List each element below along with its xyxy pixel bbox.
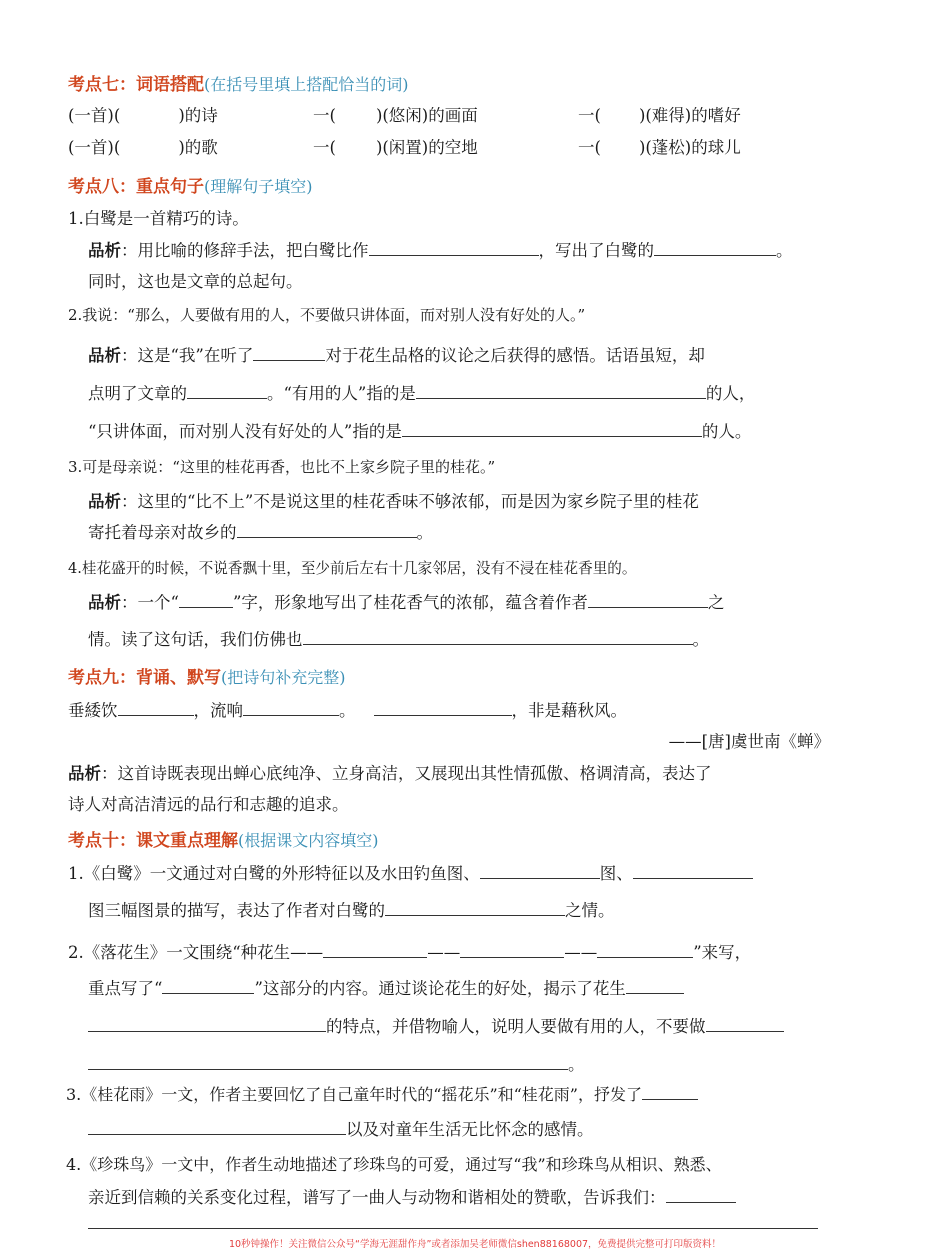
s9-analysis-line2: 诗人对高洁清远的品行和志趣的追求。 — [68, 795, 349, 814]
s8-q2-line3: “只讲体面，而对别人没有好处的人”指的是 的人。 — [88, 422, 752, 441]
s7-row2-a: (一首)( )的歌 — [68, 138, 218, 157]
s10-q2: 2.《落花生》一文围绕“种花生—— —— —— ”来写， — [68, 943, 752, 962]
s10-q1: 1.《白鹭》一文通过对白鹭的外形特征以及水田钓鱼图、 图、 — [68, 860, 753, 884]
s10-q4: 4.《珍珠鸟》一文中，作者生动地描述了珍珠鸟的可爱，通过写“我”和珍珠鸟从相识、熟悉、 — [66, 1155, 722, 1174]
s10-q3-line2: 以及对童年生活无比怀念的感情。 — [88, 1116, 594, 1140]
s7-row2-b: 一( )(闲置)的空地 — [313, 138, 478, 157]
section-7-hint: (在括号里填上搭配恰当的词) — [204, 75, 409, 94]
s10-q3: 3.《桂花雨》一文，作者主要回忆了自己童年时代的“摇花乐”和“桂花雨”，抒发了 — [66, 1082, 698, 1105]
s10-q2-line4: 。 — [88, 1051, 585, 1075]
s9-poem-source: ——[唐]虞世南《蝉》 — [668, 732, 830, 751]
s8-q4-line2: 情。读了这句话，我们仿佛也 。 — [88, 630, 709, 649]
s10-q2-line2: 重点写了“ ”这部分的内容。通过谈论花生的好处，揭示了花生 — [88, 975, 684, 999]
s8-q3-analysis: 品析：这里的“比不上”不是说这里的桂花香味不够浓郁，而是因为家乡院子里的桂花 — [88, 492, 699, 511]
section-9-title: 考点九：背诵、默写(把诗句补充完整) — [68, 668, 346, 688]
s9-poem-line: 垂緌饮 ，流响 。 ，非是藉秋风。 — [68, 701, 627, 720]
s7-row1-a: (一首)( )的诗 — [68, 106, 218, 125]
section-7-heading: 考点七：词语搭配 — [68, 75, 204, 95]
s10-q4-line2: 亲近到信赖的关系变化过程，谱写了一曲人与动物和谐相处的赞歌，告诉我们： — [88, 1184, 736, 1208]
s8-q2-analysis: 品析：这是“我”在听了 对于花生品格的议论之后获得的感悟。话语虽短，却 — [88, 346, 705, 365]
s8-q1-line2: 同时，这也是文章的总起句。 — [88, 272, 303, 291]
s8-q1-analysis: 品析：用比喻的修辞手法，把白鹭比作 ，写出了白鹭的 。 — [88, 241, 793, 260]
s7-row2-c: 一( )(蓬松)的球儿 — [578, 138, 741, 157]
section-10-title: 考点十：课文重点理解(根据课文内容填空) — [68, 831, 379, 851]
s8-q2-text: 2.我说：“那么，人要做有用的人，不要做只讲体面，而对别人没有好处的人。” — [68, 306, 586, 324]
s7-row1-c: 一( )(难得)的嗜好 — [578, 106, 741, 125]
s10-q4-answer-line — [88, 1228, 818, 1229]
s10-q1-line2: 图三幅图景的描写，表达了作者对白鹭的 之情。 — [88, 901, 615, 920]
s10-q2-line3: 的特点，并借物喻人，说明人要做有用的人，不要做 — [88, 1013, 784, 1037]
footer-note: 10秒钟操作！关注微信公众号“学海无涯甜作舟”或者添加吴老师微信shen88168007，免费提供完整可打印版资料！ — [228, 1239, 722, 1250]
section-8-title: 考点八：重点句子(理解句子填空) — [68, 177, 313, 197]
s8-q2-line2: 点明了文章的 。“有用的人”指的是 的人， — [88, 384, 756, 403]
s8-q4-analysis: 品析：一个“ ”字，形象地写出了桂花香气的浓郁，蕴含着作者 之 — [88, 593, 725, 612]
s8-q1-text: 1.白鹭是一首精巧的诗。 — [68, 209, 249, 228]
s9-analysis: 品析：这首诗既表现出蝉心底纯净、立身高洁，又展现出其性情孤傲、格调清高，表达了 — [68, 764, 712, 783]
s8-q4-text: 4.桂花盛开的时候，不说香飘十里，至少前后左右十几家邻居，没有不浸在桂花香里的。 — [68, 560, 637, 577]
section-7-title — [68, 70, 409, 95]
s8-q3-text: 3.可是母亲说：“这里的桂花再香，也比不上家乡院子里的桂花。” — [68, 458, 496, 476]
s7-row1-b: 一( )(悠闲)的画面 — [313, 106, 478, 125]
s8-q3-line2: 寄托着母亲对故乡的 。 — [88, 523, 433, 542]
